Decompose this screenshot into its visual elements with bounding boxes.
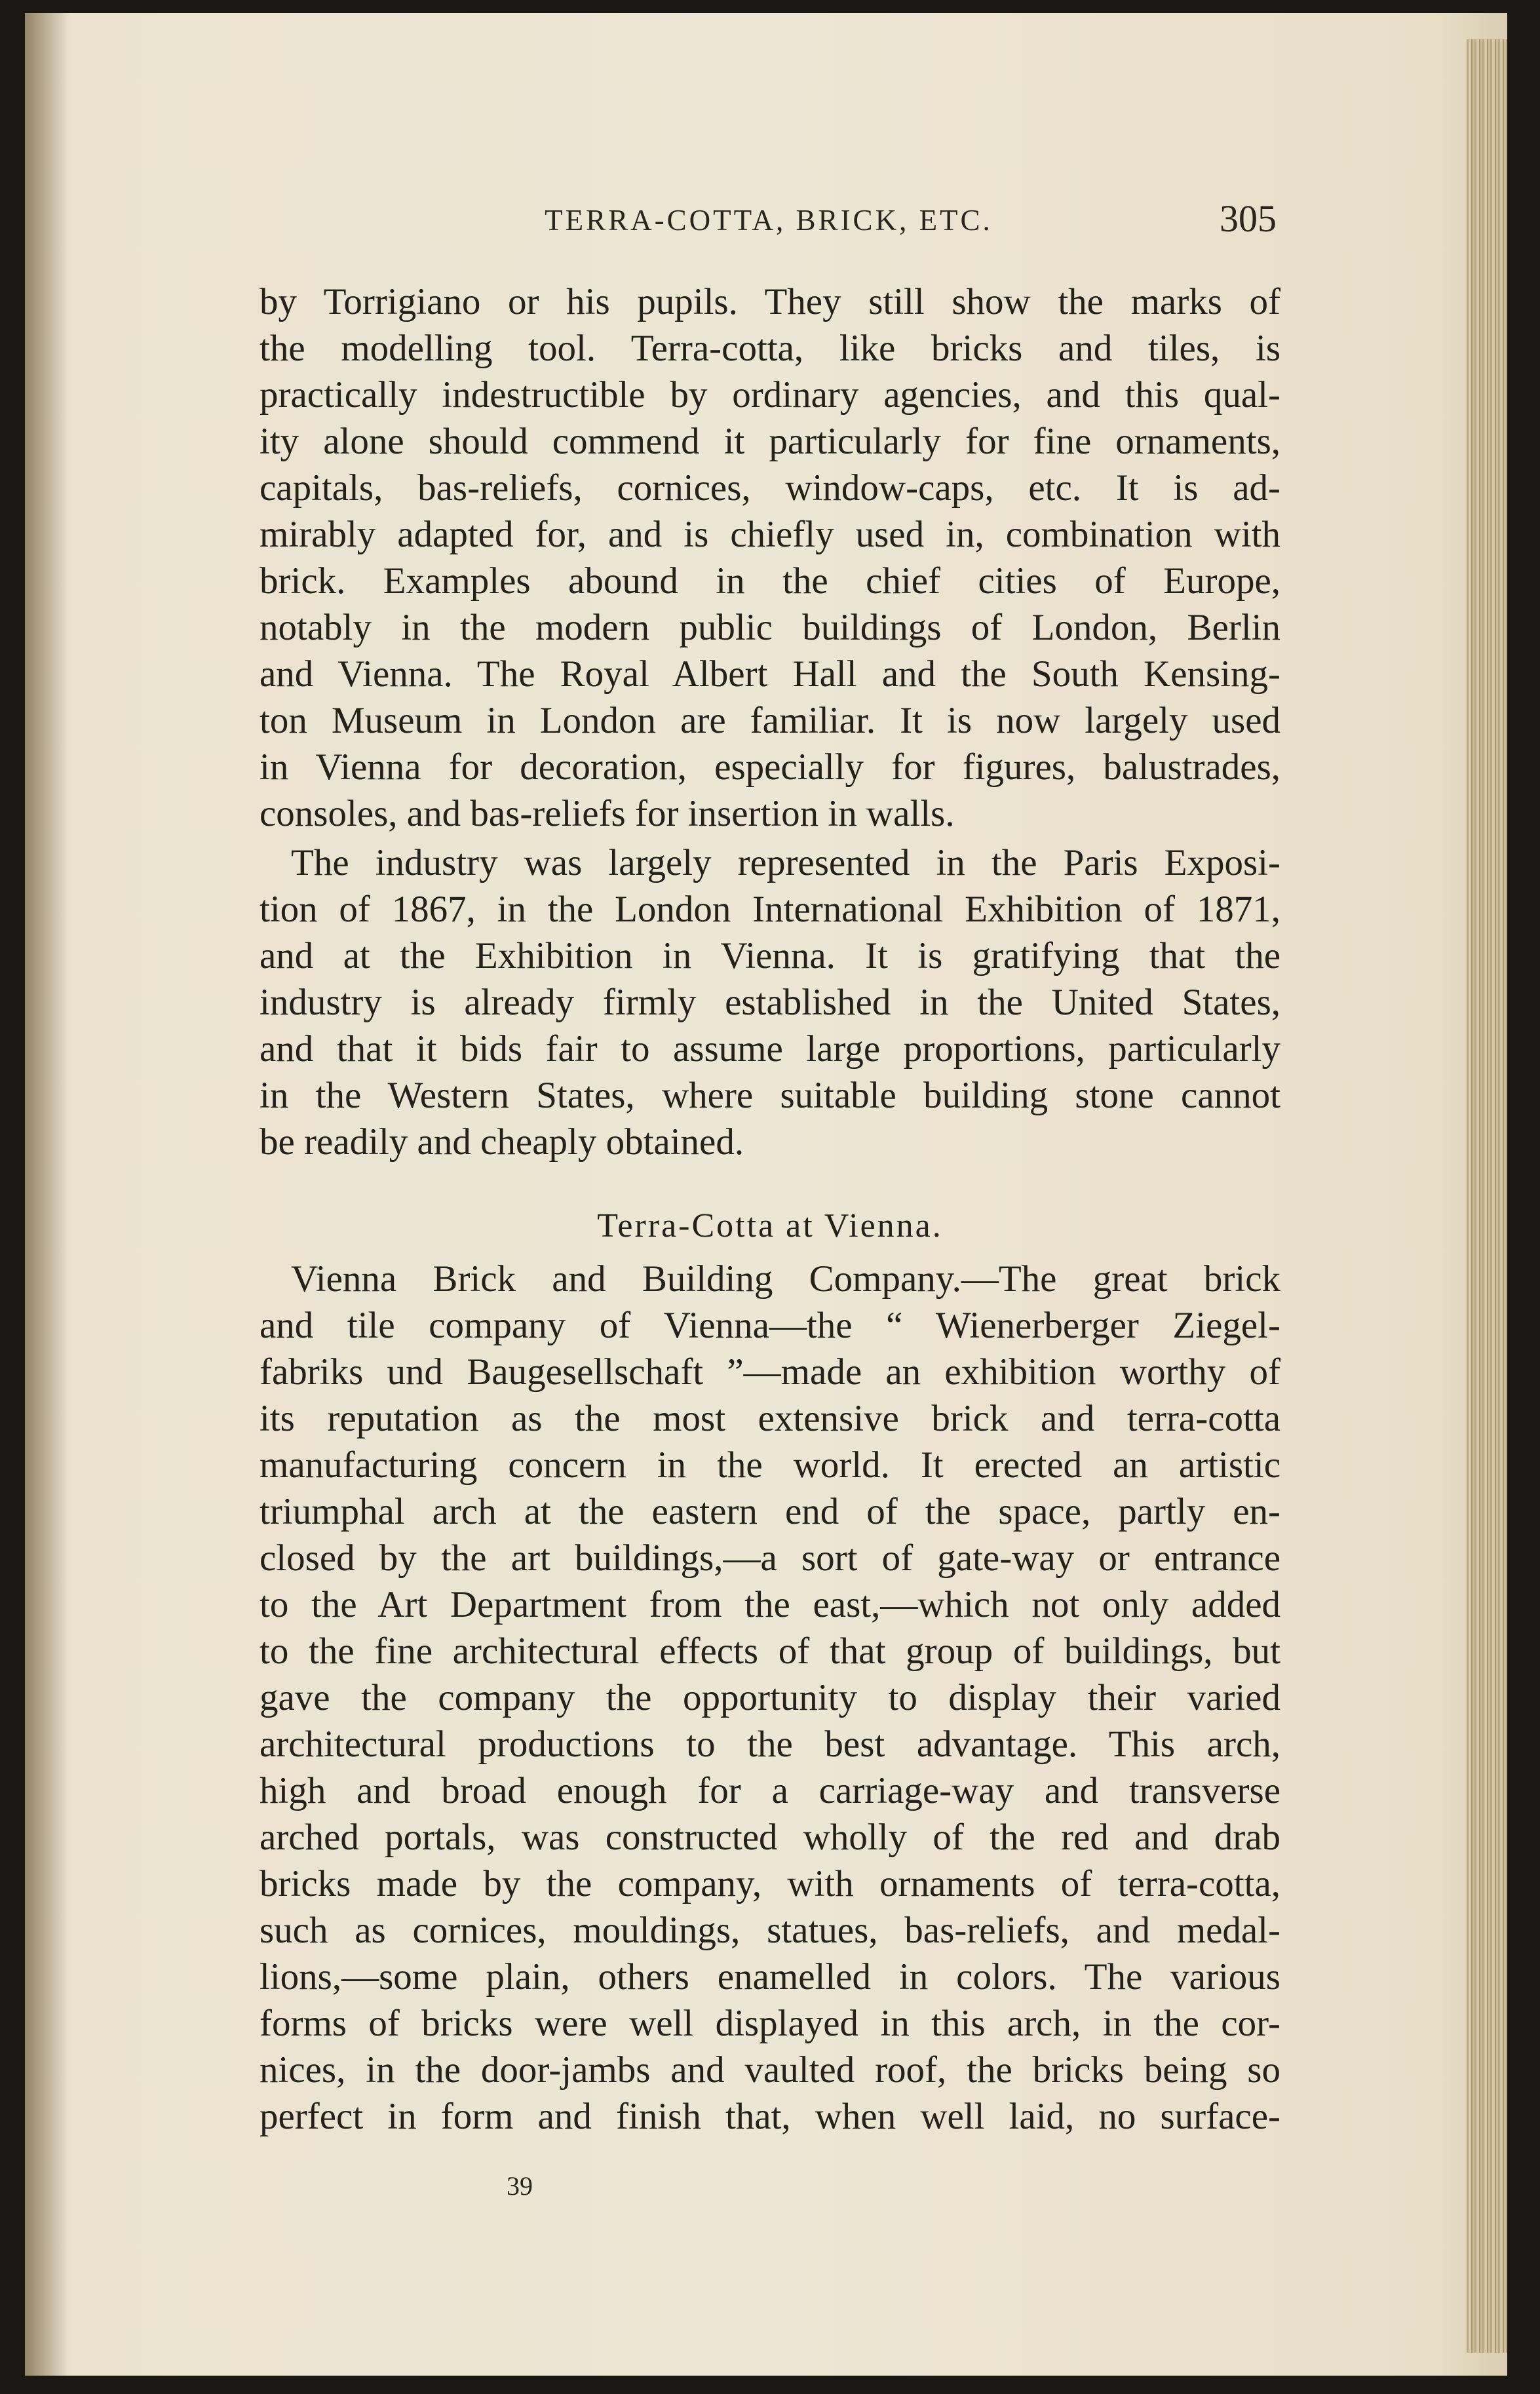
text-line: triumphal arch at the eastern end of the space, partly en-: [260, 1491, 1280, 1532]
text-line: in the Western States, where suitable building stone cannot: [260, 1075, 1280, 1116]
paragraph: [260, 840, 1280, 1165]
text-line: in Vienna for decoration, especially for figures, balustrades,: [260, 746, 1280, 788]
text-line: nices, in the door-jambs and vaulted roof, the bricks being so: [260, 2049, 1280, 2091]
text-line: forms of bricks were well displayed in this arch, in the cor-: [260, 2003, 1280, 2044]
text-line: to the Art Department from the east,—which not only added: [260, 1584, 1280, 1625]
text-line: consoles, and bas-reliefs for insertion in walls.: [260, 793, 955, 834]
text-line: such as cornices, mouldings, statues, bas-reliefs, and medal-: [260, 1910, 1280, 1951]
page-number: 305: [1220, 197, 1277, 240]
text-line: the modelling tool. Terra-cotta, like bricks and tiles, is: [260, 328, 1280, 369]
text-line: manufacturing concern in the world. It erected an artistic: [260, 1444, 1280, 1486]
text-line: Vienna Brick and Building Company.—The great brick: [291, 1258, 1280, 1300]
text-line: be readily and cheaply obtained.: [260, 1121, 744, 1163]
text-line: gave the company the opportunity to display their varied: [260, 1677, 1280, 1718]
text-line: arched portals, was constructed wholly of the red and drab: [260, 1817, 1280, 1858]
text-line: architectural productions to the best advantage. This arch,: [260, 1724, 1280, 1765]
text-line: and tile company of Vienna—the “ Wienerberger Ziegel-: [260, 1305, 1280, 1346]
text-line: its reputation as the most extensive brick and terra-cotta: [260, 1398, 1280, 1439]
text-line: The industry was largely represented in the Paris Exposi-: [291, 842, 1280, 883]
text-line: ity alone should commend it particularly for fine ornaments,: [260, 421, 1280, 462]
text-line: by Torrigiano or his pupils. They still show the marks of: [260, 281, 1280, 322]
text-line: ton Museum in London are familiar. It is now largely used: [260, 700, 1280, 741]
running-title: TERRA-COTTA, BRICK, ETC.: [545, 204, 993, 237]
text-line: lions,—some plain, others enamelled in colors. The various: [260, 1956, 1280, 1998]
paragraph: [260, 279, 1280, 837]
text-line: high and broad enough for a carriage-way and transverse: [260, 1770, 1280, 1811]
text-line: mirably adapted for, and is chiefly used in, combination with: [260, 514, 1280, 555]
text-line: closed by the art buildings,—a sort of gate-way or entrance: [260, 1537, 1280, 1579]
paragraph: [260, 1256, 1280, 2140]
text-line: perfect in form and finish that, when well laid, no surface-: [260, 2096, 1280, 2137]
text-line: and Vienna. The Royal Albert Hall and the South Kensing-: [260, 653, 1280, 695]
text-line: tion of 1867, in the London International Exhibition of 1871,: [260, 889, 1280, 930]
signature-mark: 39: [507, 2171, 533, 2201]
book-page: [25, 13, 1507, 2376]
text-line: industry is already firmly established in the United States,: [260, 982, 1280, 1023]
text-line: bricks made by the company, with ornaments of terra-cotta,: [260, 1863, 1280, 1904]
text-line: practically indestructible by ordinary agencies, and this qual-: [260, 374, 1280, 415]
section-heading: Terra-Cotta at Vienna.: [597, 1207, 943, 1245]
text-line: fabriks und Baugesellschaft ”—made an exhibition worthy of: [260, 1351, 1280, 1393]
text-line: and at the Exhibition in Vienna. It is gratifying that the: [260, 935, 1280, 976]
running-head: [261, 197, 1277, 249]
text-line: brick. Examples abound in the chief cities of Europe,: [260, 560, 1280, 602]
text-line: to the fine architectural effects of that group of buildings, but: [260, 1631, 1280, 1672]
spine-shadow: [25, 13, 71, 2376]
body-text: [260, 279, 1280, 2140]
text-line: and that it bids fair to assume large proportions, particularly: [260, 1028, 1280, 1070]
page-edges: [1467, 39, 1507, 2353]
text-line: capitals, bas-reliefs, cornices, window-caps, etc. It is ad-: [260, 467, 1280, 509]
text-line: notably in the modern public buildings of London, Berlin: [260, 607, 1280, 648]
